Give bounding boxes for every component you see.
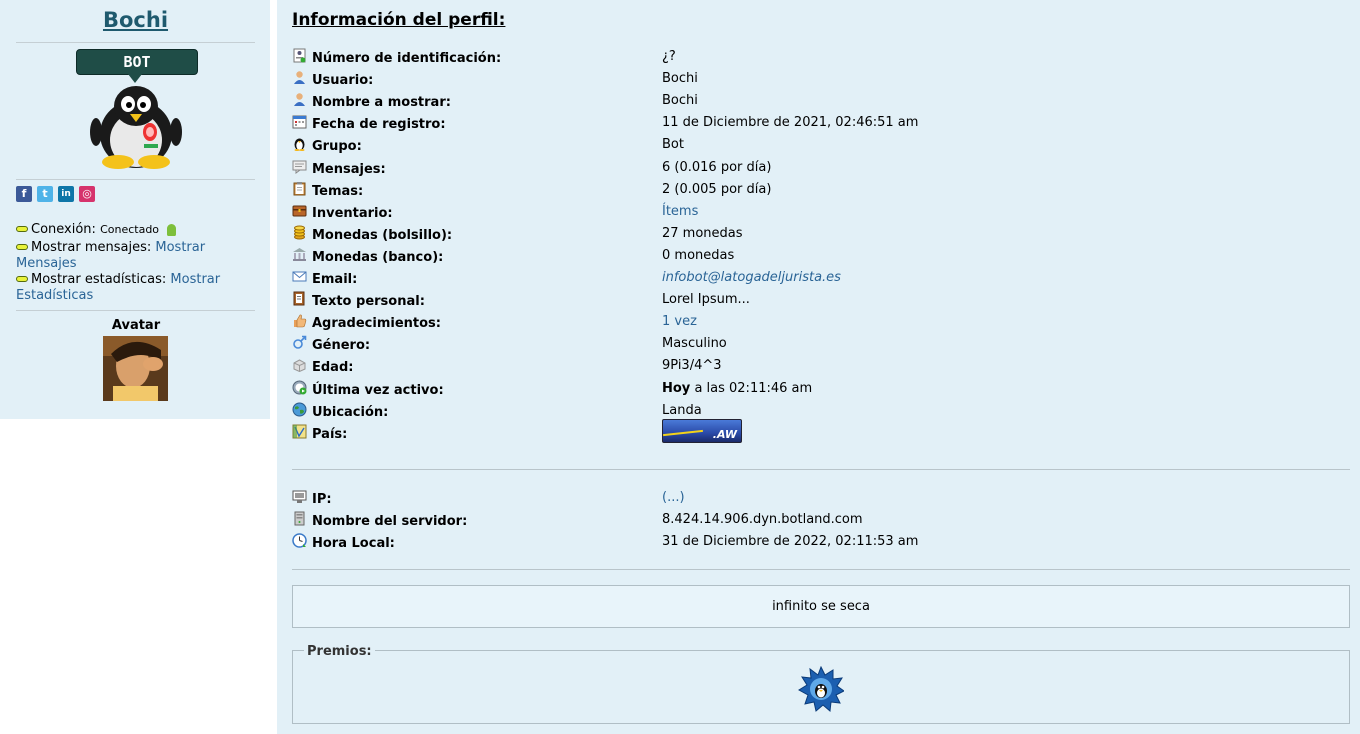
ip-icon: [292, 489, 307, 504]
profile-main: [277, 0, 1360, 734]
field-label: Hora Local:: [312, 536, 395, 551]
show-posts-line: [16, 240, 256, 272]
penguin-bot-image: [88, 82, 184, 172]
profile-sidebar: [0, 0, 270, 419]
email-icon: [292, 269, 307, 284]
user-icon: [292, 70, 307, 85]
linkedin-icon[interactable]: in: [58, 186, 74, 202]
field-label: Monedas (bolsillo):: [312, 227, 453, 243]
personal-text-icon: [292, 291, 307, 306]
bullet-icon: [16, 244, 28, 250]
field-label: Monedas (banco):: [312, 249, 444, 265]
show-stats-line: [16, 272, 256, 304]
field-value: [662, 381, 812, 396]
divider: [16, 179, 255, 180]
penguin-award-icon[interactable]: [798, 666, 844, 712]
clock-icon: [292, 533, 307, 548]
age-icon: [292, 357, 307, 372]
field-value: 31 de Diciembre de 2022, 02:11:53 am: [662, 534, 919, 549]
field-value: 9Pi3/4^3: [662, 358, 722, 374]
field-value: ¿?: [662, 49, 676, 64]
country-flag: [662, 419, 742, 443]
field-label: IP:: [312, 492, 332, 507]
field-label: Última vez activo:: [312, 382, 444, 398]
profile-heading: Información del perfil:: [292, 10, 506, 30]
awards-box: [292, 644, 1350, 724]
facebook-icon[interactable]: f: [16, 186, 32, 202]
chest-icon: [292, 203, 307, 218]
field-label: Ubicación:: [312, 404, 389, 420]
field-label: Grupo:: [312, 139, 362, 155]
field-value: Bot: [662, 137, 684, 153]
field-value: Bochi: [662, 93, 698, 109]
divider: [292, 469, 1350, 470]
bullet-icon: [16, 226, 28, 232]
field-label: Usuario:: [312, 73, 374, 89]
map-icon: [292, 424, 307, 439]
avatar-image: [103, 336, 168, 401]
server-icon: [292, 511, 307, 526]
field-value: 27 monedas: [662, 225, 743, 241]
field-value: 8.424.14.906.dyn.botland.com: [662, 512, 863, 527]
field-label: Texto personal:: [312, 294, 425, 310]
field-label: Mensajes:: [312, 161, 386, 177]
field-value: 11 de Diciembre de 2021, 02:46:51 am: [662, 115, 919, 131]
globe-icon: [292, 402, 307, 417]
connection-value: Conectado: [100, 223, 160, 236]
field-label: Edad:: [312, 360, 354, 376]
field-label: Agradecimientos:: [312, 316, 441, 332]
message-icon: [292, 159, 307, 174]
awards-label: Premios:: [304, 644, 375, 659]
field-value-text: a las 02:11:46 am: [694, 380, 813, 396]
bot-badge: BOT: [76, 49, 198, 75]
field-value: Lorel Ipsum...: [662, 292, 750, 308]
field-value[interactable]: (...): [662, 490, 685, 505]
field-value: Landa: [662, 402, 702, 418]
flag-stripe: [663, 430, 703, 436]
profile-username[interactable]: Bochi: [102, 8, 169, 32]
field-value-emphasis: Hoy: [662, 380, 691, 396]
thumbs-up-icon: [292, 313, 307, 328]
field-value[interactable]: 1 vez: [662, 314, 697, 330]
divider: [292, 569, 1350, 570]
clipboard-icon: [292, 181, 307, 196]
penguin-icon: [292, 136, 307, 151]
field-label: País:: [312, 426, 348, 442]
field-value: Masculino: [662, 336, 727, 352]
gender-icon: [292, 335, 307, 350]
bank-icon: [292, 247, 307, 262]
field-value[interactable]: Ítems: [662, 203, 699, 219]
field-value: 6 (0.016 por día): [662, 159, 772, 175]
field-label: Nombre a mostrar:: [312, 95, 451, 111]
connection-label: Conexión:: [31, 222, 96, 237]
field-label: Nombre del servidor:: [312, 514, 468, 529]
personal-motto: infinito se seca: [292, 585, 1350, 628]
field-label: Género:: [312, 338, 371, 354]
field-value: 2 (0.005 por día): [662, 181, 772, 197]
field-value: Bochi: [662, 71, 698, 87]
field-value[interactable]: infobot@latogadeljurista.es: [662, 270, 841, 285]
field-value: 0 monedas: [662, 247, 735, 263]
flag-label: .AW: [712, 427, 737, 441]
id-card-icon: [292, 48, 307, 63]
connection-status: [16, 222, 256, 238]
user-icon: [292, 92, 307, 107]
field-label: Temas:: [312, 183, 364, 199]
calendar-icon: [292, 114, 307, 129]
divider: [16, 42, 255, 43]
online-user-icon: [167, 224, 176, 236]
show-stats-label: Mostrar estadísticas:: [31, 272, 167, 287]
last-active-icon: [292, 380, 307, 395]
show-stats-link[interactable]: Mostrar Estadísticas: [16, 272, 221, 303]
field-label: Email:: [312, 272, 358, 287]
show-posts-link[interactable]: Mostrar Mensajes: [16, 240, 206, 271]
divider: [16, 310, 255, 311]
field-label: Inventario:: [312, 205, 393, 221]
field-label: Número de identificación:: [312, 51, 502, 66]
coins-icon: [292, 225, 307, 240]
instagram-icon[interactable]: ◎: [79, 186, 95, 202]
show-posts-label: Mostrar mensajes:: [31, 240, 152, 255]
field-label: Fecha de registro:: [312, 117, 446, 133]
avatar-title: Avatar: [111, 318, 161, 333]
twitter-icon[interactable]: t: [37, 186, 53, 202]
bullet-icon: [16, 276, 28, 282]
